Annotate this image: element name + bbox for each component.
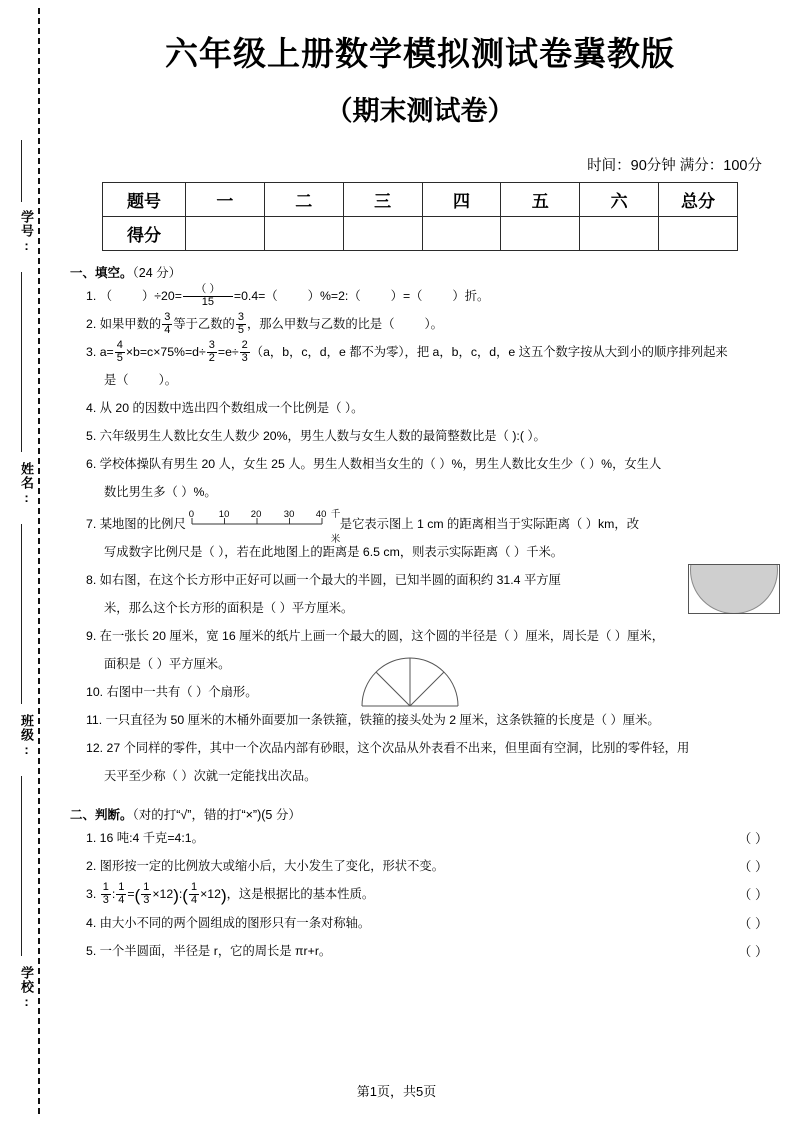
table-row-scores [103,217,738,251]
score-cell-1[interactable] [186,217,265,251]
score-table-col-2: 二 [264,183,343,217]
q3-fraction-3 [240,340,250,365]
q1-part2: ）÷20= [142,289,182,303]
q2-fraction-1 [162,312,172,337]
margin-label-class: 班级: [19,714,34,758]
question-1-9: 9. 在一张长 20 厘米，宽 16 厘米的纸片上画一个最大的圆，这个圆的半径是（ ）厘米，周长是（ ）厘米， [86,629,664,643]
table-row-question-numbers [103,183,738,217]
ruler-tick-0: 0 [188,509,195,520]
section-2-points: （对的打“√”，错的打“×”)(5 分） [132,808,301,822]
q2-number: 2. [86,317,97,331]
q2-4-text: 4. 由大小不同的两个圆组成的图形只有一条对称轴。 [86,916,371,931]
margin-label-school: 学校: [19,966,34,1010]
q1-part1: （ [99,289,112,303]
question-1-3-line2 [104,368,780,393]
q2-fraction-2 [236,312,246,337]
question-1-12-line2: 天平至少称（ ）次就一定能找出次品。 [104,769,317,783]
q2-3-f4-den: 4 [190,893,198,906]
q7-part1: 某地图的比例尺 [99,517,186,531]
question-2-3 [86,882,780,908]
question-1-5: 5. 六年级男生人数比女生人数少 20%，男生人数与女生人数的最简整数比是（ ):( ）。 [86,429,546,443]
q1-fraction [183,284,233,309]
q2-3-equals: = [127,887,135,901]
section-1-heading [70,263,780,281]
map-scale-ruler-figure [188,508,341,545]
q3-part6: ）。 [158,373,178,387]
question-2-2 [86,854,780,879]
ruler-unit-label: 千米 [330,509,341,545]
score-table-col-3: 三 [343,183,422,217]
question-2-4 [86,911,780,936]
q2-2-text: 2. 图形按一定的比例放大或缩小后，大小发生了变化，形状不变。 [86,859,444,873]
q2-3-close-paren-2: ) [220,886,227,906]
exam-page [60,0,780,1122]
q8-text-line1: 8. 如右图，在这个长方形中正好可以画一个最大的半圆，已知半圆的面积约 31.4 平方厘 [86,573,561,587]
q2-f2-den: 5 [237,323,244,336]
q3-f2-num: 3 [208,339,215,352]
ruler-tick-10: 10 [218,509,230,520]
ruler-tick-20: 20 [250,509,262,520]
q2-part2: 等于乙数的 [173,317,235,331]
q3-fraction-2 [207,340,217,365]
q3-fraction-1 [115,340,125,365]
binding-dashed-line [38,8,40,1114]
q3-part2: ×b=c×75%=d÷ [125,345,206,359]
q2-f1-num: 3 [164,311,171,324]
q2-3-term-1: ×12 [152,887,174,901]
answer-bracket-2-2[interactable]: （ ） [738,859,768,874]
exam-meta-info: 时间：90分钟 满分：100分 [587,158,762,174]
question-1-2 [86,312,780,337]
score-table-col-1: 一 [186,183,265,217]
q2-3-f3-num: 1 [143,881,150,894]
q3-part5: 是（ [104,373,129,387]
page-footer: 第1页，共5页 [356,1084,437,1099]
q1-part6: ）折。 [452,289,490,303]
answer-bracket-2-5[interactable]: （ ） [738,944,768,960]
question-1-8 [86,568,780,593]
score-cell-5[interactable] [501,217,580,251]
q1-fraction-denominator: 15 [183,296,233,309]
margin-label-group [8,140,36,1060]
q3-f3-den: 3 [241,351,248,364]
q3-f1-num: 4 [116,339,123,352]
q2-3-term-2: ×12 [200,887,221,901]
question-1-11: 11. 一只直径为 50 厘米的木桶外面要加一条铁箍，铁箍的接头处为 2 厘米，这条铁箍的长度是（ ）厘米。 [86,713,660,727]
question-1-7-line2: 写成数字比例尺是（ ），若在此地图上的距离是 6.5 cm，则表示实际距离（ ）千米。 [104,545,564,559]
q3-part4: （a，b，c，d，e 都不为零），把 a，b，c，d，e 这五个数字按从大到小的顺序排列起来 [250,345,728,359]
q2-3-f2-num: 1 [118,881,125,894]
margin-rule [21,140,22,202]
q2-3-fraction-1 [101,882,111,907]
answer-bracket-2-1[interactable]: （ ） [738,831,768,846]
question-1-1 [86,284,780,309]
section-2-title: 二、判断。 [70,808,133,822]
question-2-5 [86,939,780,964]
question-2-1 [86,826,780,851]
section-2-heading [70,805,780,823]
score-table-col-4: 四 [422,183,501,217]
q2-3-sep2: : [178,887,183,901]
q2-3-number: 3. [86,887,97,901]
q2-part1: 如果甲数的 [99,317,162,331]
q3-part3: =e÷ [217,345,239,359]
ruler-tick-40: 40 [315,509,327,520]
q3-f1-den: 5 [116,351,123,364]
q1-part4: ）%=2:（ [307,289,361,303]
section-1-title: 一、填空。 [70,266,133,280]
score-cell-4[interactable] [422,217,501,251]
page-subtitle: （期末测试卷） [325,96,515,126]
q2-f2-num: 3 [237,311,244,324]
q1-part3: =0.4=（ [233,289,278,303]
q2-3-f1-den: 3 [102,893,109,906]
score-table-row-label-question: 题号 [103,183,186,217]
score-table-col-5: 五 [501,183,580,217]
q3-f2-den: 2 [208,351,215,364]
question-1-10: 10. 右图中一共有（ ）个扇形。 [86,685,258,699]
question-1-4: 4. 从 20 的因数中选出四个数组成一个比例是（ ）。 [86,401,364,415]
q1-number: 1. [86,289,97,303]
section-1-points: （24 分） [132,266,182,280]
score-cell-6[interactable] [580,217,659,251]
score-table [102,182,738,251]
margin-label-name: 姓名: [19,462,34,506]
score-cell-3[interactable] [343,217,422,251]
question-1-9-line2 [104,652,780,677]
question-1-3 [86,340,780,365]
score-cell-total[interactable] [659,217,738,251]
question-1-7 [86,508,780,545]
question-1-6-line2: 数比男生多（ ）%。 [104,485,217,499]
q2-1-text: 1. 16 吨:4 千克=4:1。 [86,831,204,845]
score-cell-2[interactable] [264,217,343,251]
q2-3-f3-den: 3 [143,893,150,906]
q2-3-f4-num: 1 [190,881,198,894]
q2-3-fraction-4 [189,882,199,907]
q2-3-close-paren-1: ) [173,886,179,906]
ruler-tick-30: 30 [283,509,295,520]
q2-part3: ，那么甲数与乙数的比是（ [246,317,395,331]
q2-3-sep1: : [111,887,116,901]
q2-3-fraction-2 [116,882,126,907]
answer-bracket-2-4[interactable]: （ ） [738,916,768,932]
q2-3-f2-den: 4 [118,893,125,906]
margin-rule [21,272,22,452]
margin-rule [21,776,22,956]
q7-number: 7. [86,517,97,531]
q2-f1-den: 4 [164,323,171,336]
score-table-col-6: 六 [580,183,659,217]
q3-part1: a= [99,345,114,359]
q1-fraction-numerator[interactable]: （ ） [195,283,221,296]
question-1-8-line2: 米，那么这个长方形的面积是（ ）平方厘米。 [104,601,354,615]
q2-part4: ）。 [424,317,443,331]
score-table-col-total: 总分 [659,183,738,217]
q2-5-text: 5. 一个半圆面，半径是 r，它的周长是 πr+r。 [86,944,332,959]
q2-3-tail: ，这是根据比的基本性质。 [226,887,375,901]
q1-part5: ）=（ [390,289,423,303]
q9-text-line2: 面积是（ ）平方厘米。 [104,657,231,671]
q3-f3-num: 2 [241,339,248,352]
q7-part2: 是它表示图上 1 cm 的距离相当于实际距离（ ）km，改 [339,517,640,531]
q2-3-open-paren-1: ( [134,886,141,906]
page-title: 六年级上册数学模拟测试卷冀教版 [165,35,675,72]
answer-bracket-2-3[interactable]: （ ） [738,887,768,902]
q3-number: 3. [86,345,97,359]
q2-3-open-paren-2: ( [182,886,188,906]
score-table-row-label-score: 得分 [103,217,186,251]
margin-label-student-id: 学号: [19,210,34,254]
q2-3-fraction-3 [141,882,151,907]
question-1-12: 12. 27 个同样的零件，其中一个次品内部有砂眼，这个次品从外表看不出来，但里面有空洞，比别的零件轻，用 [86,741,690,755]
question-1-6: 6. 学校体操队有男生 20 人，女生 25 人。男生人数相当女生的（ ）%，男生人数比女生少（ ）%，女生人 [86,457,662,471]
q2-3-f1-num: 1 [102,881,109,894]
margin-rule [21,524,22,704]
